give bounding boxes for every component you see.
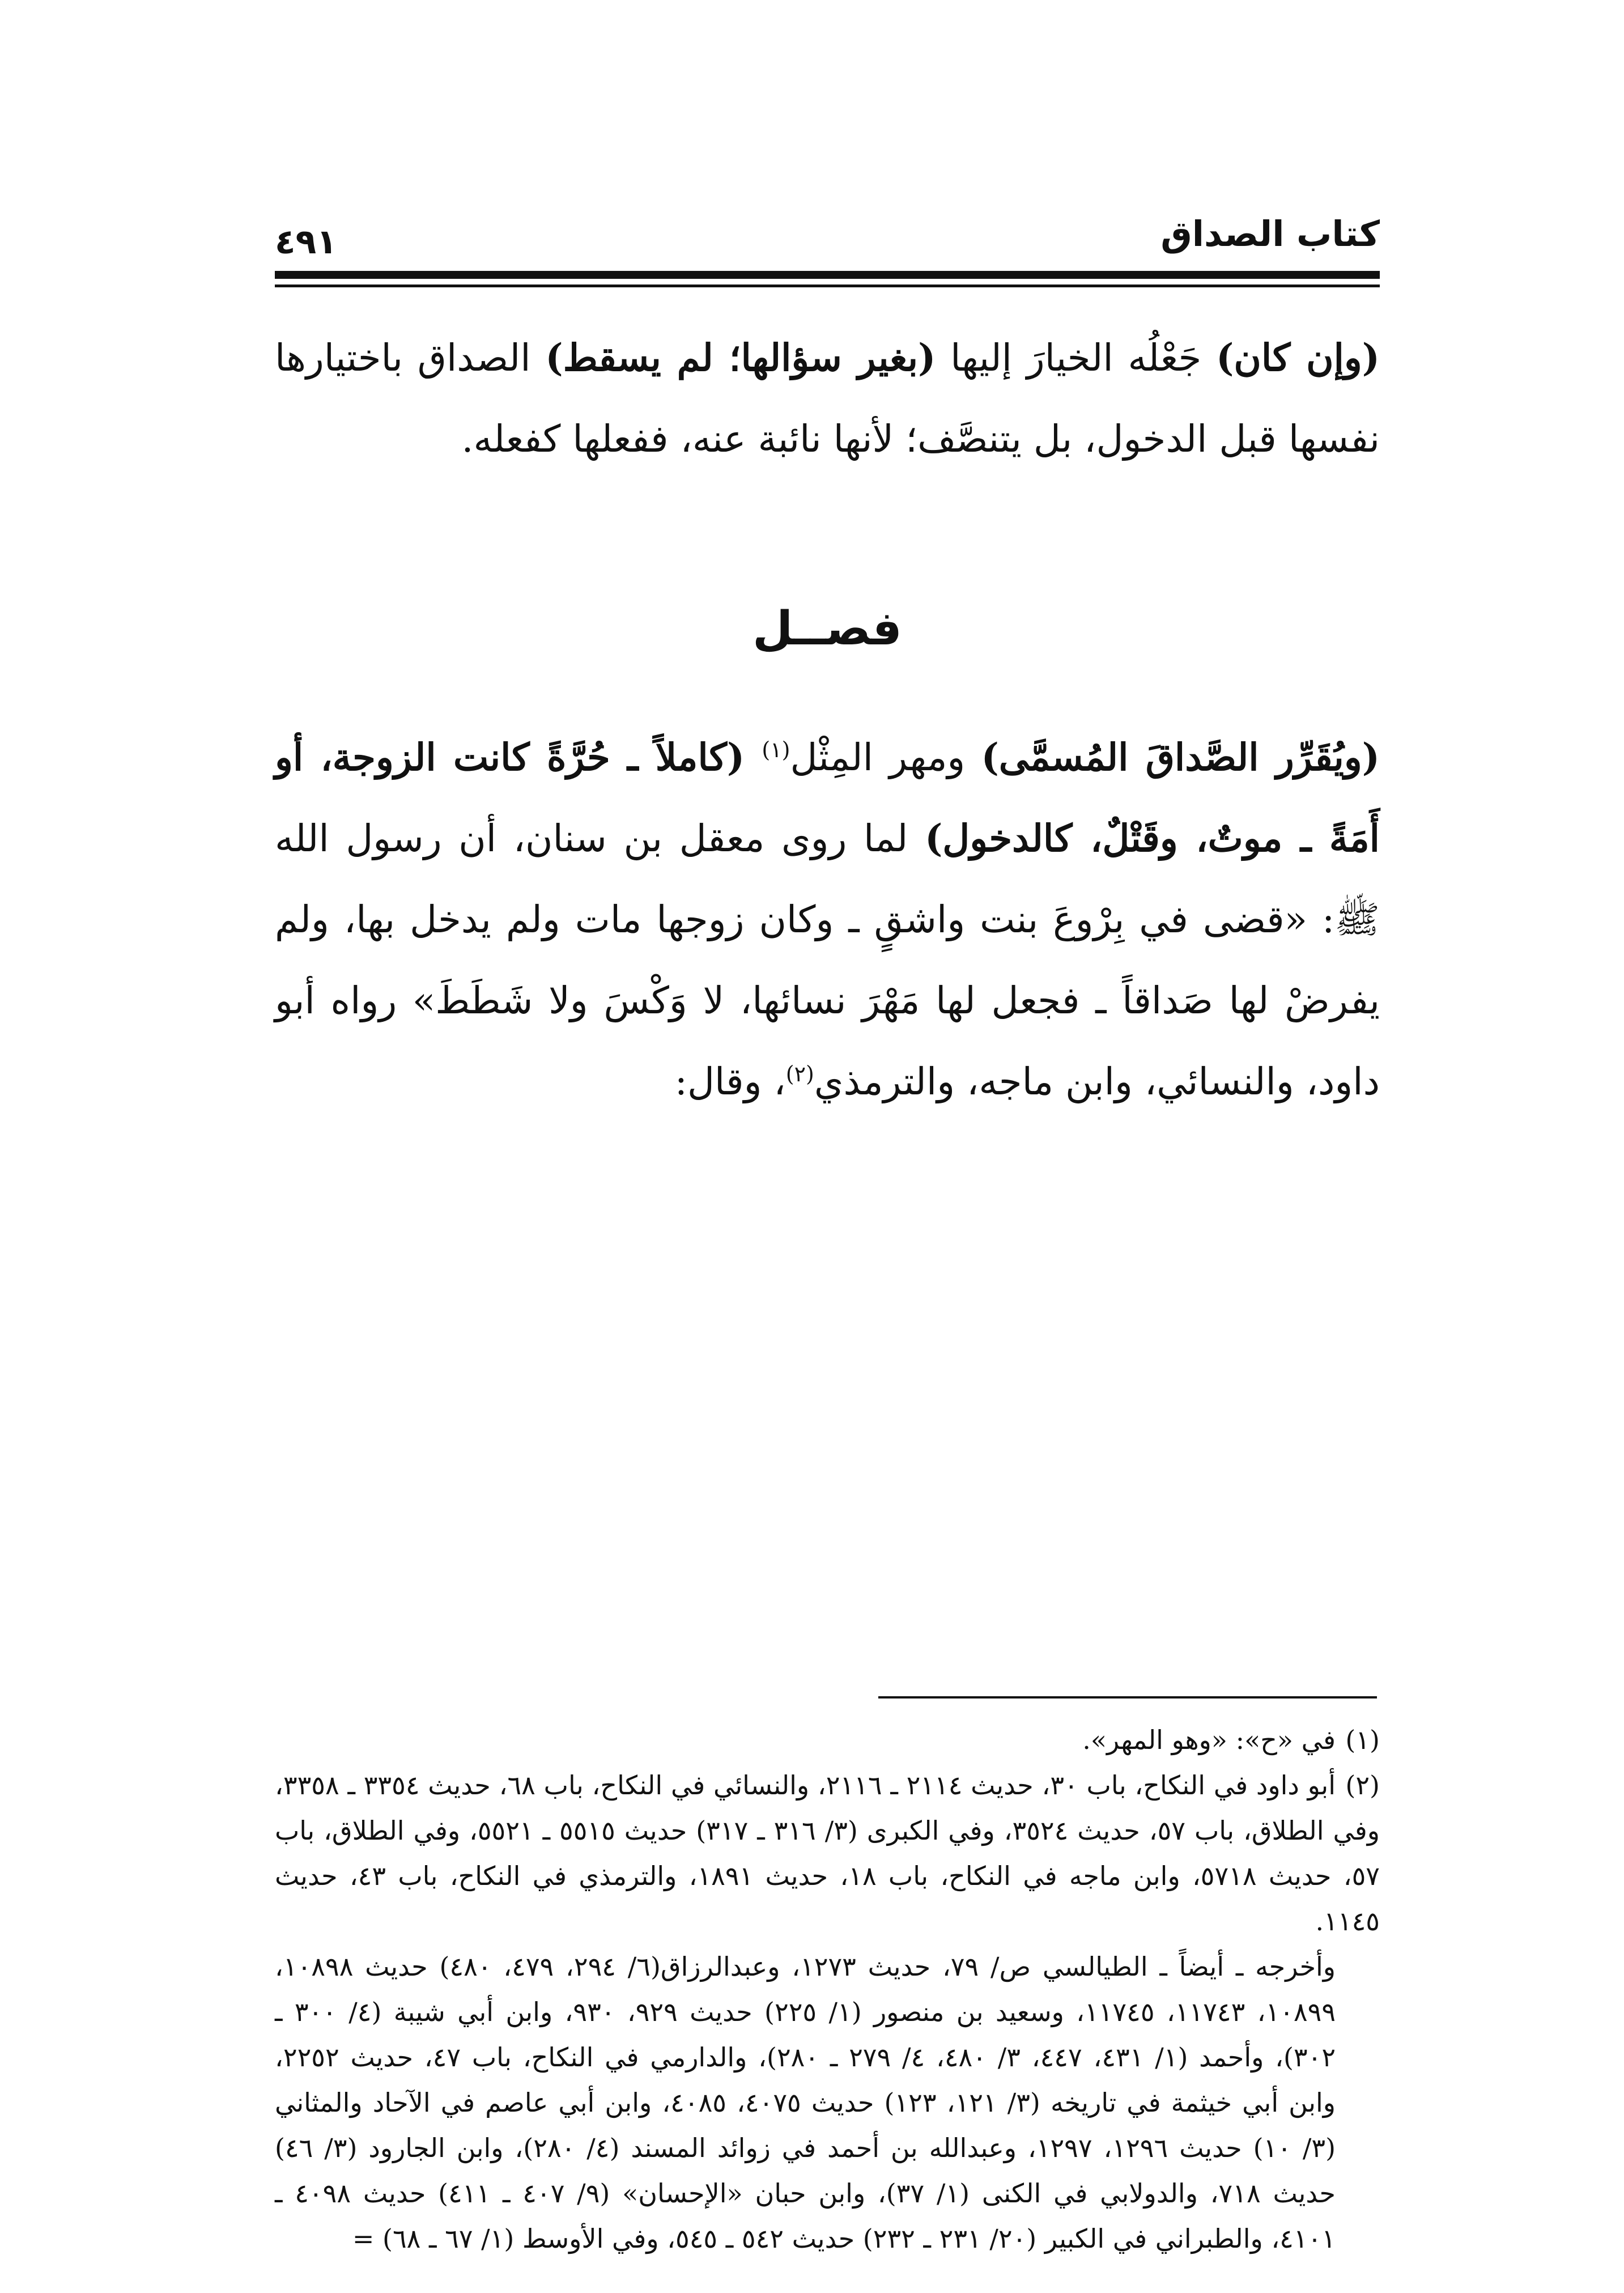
footnote-separator [878,1696,1377,1698]
footnotes [275,1717,1380,2261]
running-header [275,207,1380,269]
footnote-2 [275,1763,1380,1944]
page-number: ٤٩١ [275,222,337,262]
section-title: فصــل [753,602,902,656]
paragraph-1-lead: (وإن كان) [1216,336,1380,380]
paragraph-2-text-a: ومهر المِثْل [790,736,981,779]
paragraph-1-text-b: الصداق باختيارها نفسها قبل الدخول، بل يتنصَّف؛ لأنها نائبة عنه، ففعلها كفعله. [275,336,1380,461]
paragraph-1-text-a: جَعْلُه الخيارَ إليها [936,336,1217,380]
header-rule-thick [275,271,1380,279]
book-title: كتاب الصداق [1160,213,1380,254]
footnote-text: في «ح»: «وهو المهر». [1082,1725,1336,1755]
paragraph-2-lead: (ويُقَرِّر الصَّداقَ المُسمَّى) [981,735,1380,779]
footnote-marker-1[interactable]: (١) [762,737,790,762]
paragraph-1 [275,317,1380,479]
footnote-1 [275,1717,1380,1763]
paragraph-1-clause: (بغير سؤالها؛ لم يسقط) [545,336,936,380]
footnote-marker-2[interactable]: (٢) [785,1061,814,1086]
paragraph-2-text-b: لما روى معقل بن سنان، أن رسول الله ﷺ: «قضى في بِرْوعَ بنت واشقٍ ـ وكان زوجها مات ولم يدخل بها، ولم يفرضْ لها صَداقاً ـ فجعل لها مَهْرَ نسائها، لا وَكْسَ ولا شَطَطَ» رواه أبو داود، والنسائي، وابن ماجه، والترمذي [275,817,1380,1103]
paragraph-2 [275,717,1380,1122]
footnote-number: (٢) [1345,1770,1380,1801]
footnote-2-continuation: وأخرجه ـ أيضاً ـ الطيالسي ص/ ٧٩، حديث ١٢٧٣، وعبدالرزاق(٦/ ٢٩٤، ٤٧٩، ٤٨٠) حديث ١٠٨٩٨، ١٠٨٩٩، ١١٧٤٣، ١١٧٤٥، وسعيد بن منصور (١/ ٢٢٥) حديث ٩٢٩، ٩٣٠، وابن أبي شيبة (٤/ ٣٠٠ ـ ٣٠٢)، وأحمد (١/ ٤٣١، ٤٤٧، ٣/ ٤٨٠، ٤/ ٢٧٩ ـ ٢٨٠)، والدارمي في النكاح، باب ٤٧، حديث ٢٢٥٢، وابن أبي خيثمة في تاريخه (٣/ ١٢١، ١٢٣) حديث ٤٠٧٥، ٤٠٨٥، وابن أبي عاصم في الآحاد والمثاني (٣/ ١٠) حديث ١٢٩٦، ١٢٩٧، وعبدالله بن أحمد في زوائد المسند (٤/ ٢٨٠)، وابن الجارود (٣/ ٤٦) حديث ٧١٨، والدولابي في الكنى (١/ ٣٧)، وابن حبان «الإحسان» (٩/ ٤٠٧ ـ ٤١١) حديث ٤٠٩٨ ـ ٤١٠١، والطبراني في الكبير (٢٠/ ٢٣١ ـ ٢٣٢) حديث ٥٤٢ ـ ٥٤٥، وفي الأوسط (١/ ٦٧ ـ ٦٨) = [275,1951,1336,2254]
header-rule-thin [275,284,1380,287]
footnote-number: (١) [1345,1725,1380,1755]
footnote-text: أبو داود في النكاح، باب ٣٠، حديث ٢١١٤ ـ ٢١١٦، والنسائي في النكاح، باب ٦٨، حديث ٣٣٥٤ ـ ٣٣٥٨، وفي الطلاق، باب ٥٧، حديث ٣٥٢٤، وفي الكبرى (٣/ ٣١٦ ـ ٣١٧) حديث ٥٥١٥ ـ ٥٥٢١، وفي الطلاق، باب ٥٧، حديث ٥٧١٨، وابن ماجه في النكاح، باب ١٨، حديث ١٨٩١، والترمذي في النكاح، باب ٤٣، حديث ١١٤٥. [275,1770,1380,1937]
paragraph-2-tail: ، وقال: [674,1060,786,1103]
paragraph-2-bold-clause: (كاملاً ـ حُرَّةً كانت الزوجة، أو أَمَةً ـ موتٌ، وقَتْلٌ، كالدخول) [275,735,1380,860]
